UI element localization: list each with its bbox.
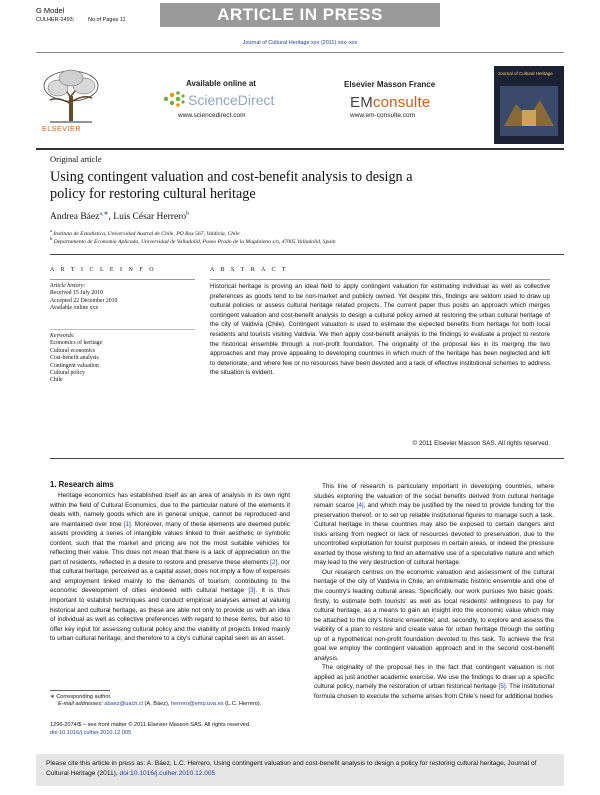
received-date: Received 15 July 2010 [50,290,103,297]
divider [50,458,564,459]
citation-link[interactable]: [5] [498,683,506,691]
available-date: Available online xxx [50,305,99,312]
keywords-heading: Keywords: [50,333,75,339]
available-online-label: Available online at [186,79,256,88]
author-sup[interactable]: a,∗ [99,211,109,217]
cover-title: Journal of Cultural Heritage [498,71,553,76]
keyword: Cost-benefit analysis [50,355,99,362]
affiliation-text: Instituto de Estadística, Universidad Austral de Chile, PO Box 567, Valdivia, Chile [53,230,240,237]
keyword: Economics of heritage [50,340,103,347]
em-consulte-url[interactable]: www.em-consulte.com [350,112,416,119]
divider [36,52,564,53]
page-count: No.of Pages 11 [88,17,126,23]
em-brand-rest: consulte [372,94,431,111]
sciencedirect-brand: ScienceDirect [188,92,275,108]
article-in-press-banner: ARTICLE IN PRESS [160,3,440,27]
em-consulte-brand [350,94,430,111]
email-label: E-mail addresses: [58,701,105,708]
sciencedirect-panel[interactable] [156,66,326,136]
copyright-line: © 2011 Elsevier Masson SAS. All rights reserved. [412,440,550,447]
divider [210,279,550,280]
email-owner: (A. Báez), [142,701,171,708]
text-run: , and which may be justified by the need to provide funding for the preservation thereof, or to set up reliable institutional figures to manage such a task. Cultural heritage in these countries may also be exposed to certain dangers and risks arising from neglect or lack of resources devoted to preservation, due to the uncontrolled exploitation for tourist purposes in certain areas, or indeed the pressure exerted by those wishing to find an alternative use of a speculative nature and which may lead to the very destruction of cultural heritage. [314,502,554,567]
paragraph [50,491,290,644]
body-column-left [50,491,290,644]
email-link[interactable]: abaez@uach.cl [104,701,143,708]
issn-block [50,722,350,738]
text-run: , nor that cultural heritage, perceived as a capital asset, does not imply a flow of expenses and employment linked mainly to the demands of tourism, contributing to the economic development of cities endowed with cultural heritage [50,558,290,595]
keyword: Contingent valuation [50,362,99,369]
abstract-text: Historical heritage is proving an ideal field to apply contingent valuation for estimating individual as well as collective preferences as goods tend to be non-market and publicly owned. Yet despite this, findings are seldom used to draw up cultural policies or assess cultural heritage related projects. The current paper thus posits an approach which merges contingent valuation and cost-benefit analysis to design a cultural policy aimed at restoring the urban cultural heritage of the city of Valdivia (Chile). Contingent valuation is used to estimate the expected benefits from heritage for both local residents and tourists visiting Valdivia. We then apply cost-benefit analysis to the findings to evaluate a project to restore the historical ensemble through a non-profit foundation. The originality of the proposal lies in its merging the two approaches and may prove appealing to developing countries in which much of the heritage has been neglected and left to deteriorate, and where few or no resources have been devoted and a lack of effective institutional schemes to address the situation is evident. [210,283,550,377]
corresponding-author: ∗ Corresponding author. [50,694,112,700]
issn-line: 1296-2074/$ – see front matter © 2011 Elsevier Masson SAS. All rights reserved. [50,722,251,728]
abstract-label: A B S T R A C T [210,267,289,273]
sciencedirect-dots-icon [162,90,186,108]
affiliation-text: Departamento de Economía Aplicada, Universidad de Valladolid, Paseo Prado de la Magdalena s/n, 47005 Valladolid, Spain [53,238,336,245]
publisher-strip [36,66,564,144]
keyword: Cultural economics [50,347,96,354]
divider [50,254,564,255]
section-heading: 1. Research aims [50,480,114,489]
paragraph [314,482,554,568]
cite-doi-link[interactable]: doi:10.1016/j.culher.2010.12.005 [119,770,216,777]
citation-link[interactable]: [2] [270,558,278,566]
cite-text: Please cite this article in press as: A. Báez, L.C. Herrero, Using contingent valuation and cost-benefit analysis to design a policy for restoring cultural heritage, Journal of Cultural Heritage (2011), [46,760,537,777]
citation-link[interactable]: [1] [123,520,131,528]
top-header [0,0,600,32]
author-separator: , [108,212,114,223]
keyword: Cultural policy [50,370,85,377]
text-run: . It is thus important to establish techniques and conduct empirical analyses aimed at valuing historical and cultural heritage, as these are able not only to provide us with an idea of individual as well as collective preferences with regard to these items, but also to offer key input for assessing cultural policy and the viability of projects linked mainly to urban cultural heritage, and therefore to a city's cultural capital seen as an asset. [50,587,290,643]
affiliation-b [50,236,336,245]
paragraph [314,663,554,701]
article-type: Original article [50,154,102,164]
author-line [50,210,189,222]
citation-link[interactable]: [4] [356,502,364,510]
author-sup[interactable]: b [186,211,190,217]
author-name: Luis César Herrero [113,212,187,223]
keyword: Chile [50,377,63,384]
text-run: . The institutional formula chosen to execute the scheme arises from Chile's need for additional bodies [314,683,554,701]
citation-box [36,754,564,786]
author-name: Andrea Báez [50,212,100,223]
citation-link[interactable]: [3] [248,587,256,595]
corresponding-footnote [50,694,290,709]
divider [50,329,195,330]
gmodel-label: G Model [36,6,65,15]
text-run: The originality of the proposal lies in the fact that contingent valuation is not applied as just another academic exercise. We use the findings to draw up a specific cultural policy, namely the restoration of urban historical heritage [314,664,554,691]
em-brand-em: EM [350,94,373,111]
accepted-date: Accepted 22 December 2010 [50,297,118,304]
article-title: Using contingent valuation and cost-benefit analysis to design a policy for restoring cultural heritage [50,169,413,202]
divider [50,279,195,280]
email-owner: (L.C. Herrero). [223,701,262,708]
article-info-label: A R T I C L E I N F O [50,267,157,273]
paragraph: Our research centres on the economic valuation and assessment of the cultural heritage of the city of Valdivia in Chile, an emblematic historic ensemble and one of the country's leading cultural areas. Specifically, our work pursues two basic goals: firstly, to estimate both tourists' as well as local residents' willingness to pay for cultural heritage, as a means to gain an insight into the economic value which may be attached to the city's historic ensemble; and, secondly, to explore and assess the viability of a plan to restore and create value for urban heritage through the setting up of a hypothetical non-profit foundation devoted to this task. To achieve the first goal we employ the contingent valuation approach and in the second cost-benefit analysis. [314,568,554,662]
keywords [50,333,195,385]
email-link[interactable]: herrero@emp.uva.es [170,701,224,708]
text-run: This line of research is particularly important in developing countries, where studies exploring the valuation of the social benefits derived from cultural heritage remain scarce [314,483,554,510]
em-consulte-panel[interactable] [332,66,482,136]
text-run: Heritage economics has established itself as an area of analysis in its own right within the field of Cultural Economics, due to the particular nature of the elements it deals with, namely goods which are in general unique, cannot be reproduced and are maintained over time [50,492,290,528]
divider [36,148,564,150]
masson-title: Elsevier Masson France [344,80,436,89]
affiliation-sup: b [50,236,53,241]
history-heading: Article history: [50,283,86,289]
doi-link[interactable]: doi:10.1016/j.culher.2010.12.005 [50,729,132,736]
elsevier-wordmark: ELSEVIER [42,126,82,133]
divider [50,690,110,691]
body-column-right [314,482,554,702]
text-run: . Moreover, many of these elements are deemed public assets providing a series of intangible values linked to their aesthetic or symbolic content, such that the market and pricing are not the most suitable vehicles for reflecting their value. This does not mean that there is a lack of appreciation on the part of residents, reflected in a desire to restore and preserve these elements [50,520,290,566]
journal-cover-image [494,66,564,144]
sciencedirect-url[interactable]: www.sciencedirect.com [178,112,246,119]
article-history [50,283,195,313]
affiliation-sup: a [50,228,52,233]
journal-line: Journal of Cultural Heritage xxx (2011) xxx–xxx [242,40,358,46]
email-line [50,701,290,708]
journal-id: CULHER-2493; [36,17,75,23]
